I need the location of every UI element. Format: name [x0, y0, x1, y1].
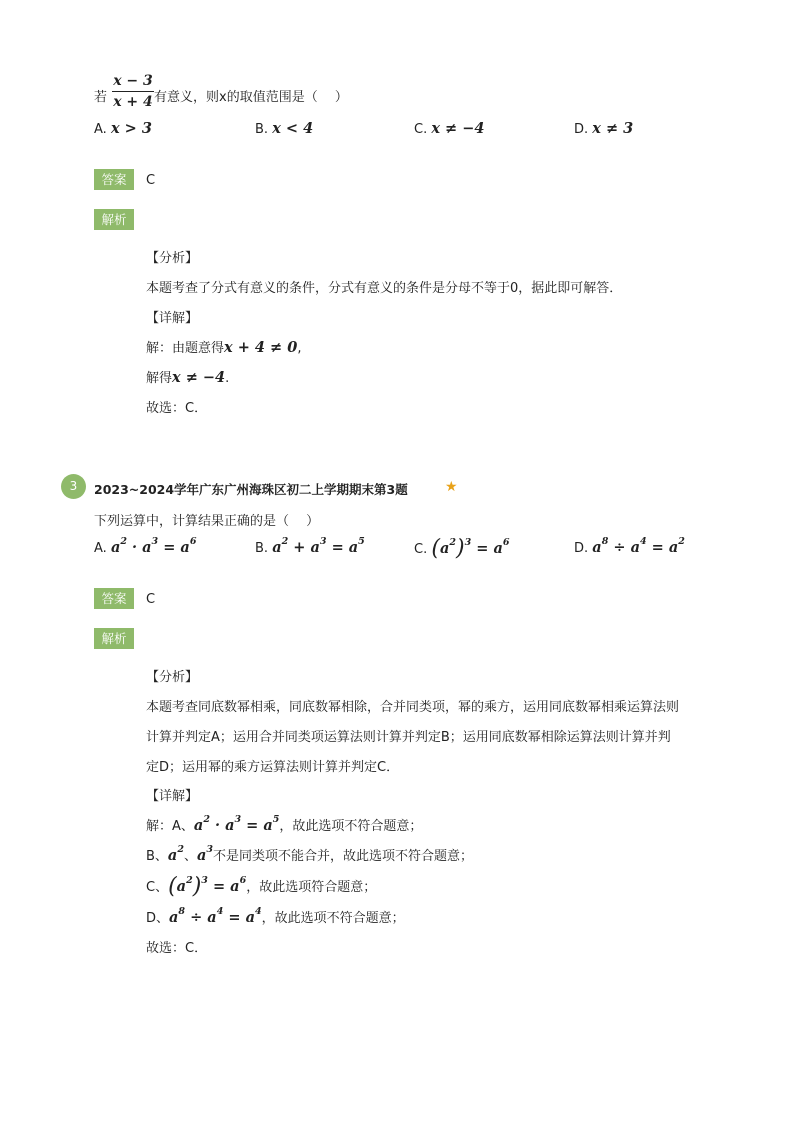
- step-text: C、: [146, 880, 169, 895]
- step-math: $(a^2)^3 = a^6$: [168, 874, 247, 899]
- q2-step-1: [146, 337, 301, 356]
- option-math: $a^2 + a^3 = a^5$: [272, 536, 365, 556]
- q3-fenxi-line-2: 计算并判定A；运用合并同类项运算法则计算并判定B；运用同底数幂相除运算法则计算并判: [146, 730, 671, 745]
- q3-number-badge: 3: [61, 474, 86, 499]
- q2-fraction: [112, 72, 154, 111]
- q2-option-c[interactable]: [414, 120, 485, 137]
- step-math: $a^8 \div a^4 = a^4$: [169, 906, 262, 926]
- q2-fraction-bar: [112, 91, 154, 92]
- option-label: A.: [94, 540, 107, 556]
- q3-step-c: [146, 872, 376, 897]
- q3-answer-badge: 答案: [94, 588, 134, 609]
- step-math: $a^2$: [167, 844, 184, 864]
- q2-option-d[interactable]: [574, 120, 633, 137]
- q3-source-title[interactable]: 2023~2024学年广东广州海珠区初二上学期期末第3题: [94, 482, 408, 497]
- option-math: $a^8 \div a^4 = a^2$: [592, 536, 685, 556]
- q3-option-b[interactable]: [255, 538, 365, 556]
- q3-fenxi-line-1: 本题考查同底数幂相乘，同底数幂相除，合并同类项，幂的乘方，运用同底数幂相乘运算法则: [146, 700, 680, 715]
- option-label: C.: [414, 122, 428, 137]
- q3-step-b: [146, 845, 473, 864]
- q3-step-d: [146, 907, 405, 926]
- q3-step-a: [146, 815, 422, 834]
- q3-xiangjie-heading: 【详解】: [146, 789, 199, 804]
- q2-option-a[interactable]: [94, 120, 152, 137]
- step-math: x + 4 ≠ 0: [224, 339, 298, 356]
- q2-stem-prefix: 若: [94, 90, 108, 105]
- option-label: A.: [94, 122, 107, 137]
- step-text: 解：A、: [146, 819, 194, 834]
- q3-fenxi-line-3: 定D；运用幂的乘方运算法则计算并判定C．: [146, 760, 400, 775]
- q3-conclusion: 故选：C．: [146, 941, 208, 956]
- step-math: $a^2 \cdot a^3 = a^5$: [193, 814, 280, 834]
- step-text: 解得: [146, 371, 173, 386]
- option-math: x > 3: [110, 120, 152, 137]
- option-math: $a^2 \cdot a^3 = a^6$: [110, 536, 197, 556]
- step-text: ,: [297, 341, 302, 356]
- option-math: x < 4: [272, 120, 314, 137]
- q3-option-c[interactable]: [414, 534, 509, 559]
- q3-option-d[interactable]: [574, 538, 685, 556]
- q2-fraction-numerator: x − 3: [113, 73, 153, 89]
- q2-answer-value: C: [146, 173, 156, 188]
- step-text: D、: [146, 911, 170, 926]
- q2-conclusion: 故选：C．: [146, 401, 208, 416]
- step-text: B、: [146, 849, 168, 864]
- q3-answer-value: C: [146, 592, 156, 607]
- step-math: x ≠ −4: [172, 369, 226, 386]
- q2-stem: [94, 86, 107, 105]
- difficulty-star-icon: ★: [445, 479, 458, 495]
- option-label: C.: [414, 542, 428, 557]
- q3-option-a[interactable]: [94, 538, 196, 556]
- option-label: B.: [255, 122, 269, 137]
- q2-stem-suffix: 有意义，则x的取值范围是（ ）: [154, 90, 348, 105]
- q3-fenxi-heading: 【分析】: [146, 670, 199, 685]
- q3-stem: 下列运算中，计算结果正确的是（ ）: [94, 514, 320, 529]
- step-text: 不是同类项不能合并，故此选项不符合题意；: [213, 849, 474, 864]
- q2-answer-badge: 答案: [94, 169, 134, 190]
- step-text: ，故此选项不符合题意；: [279, 819, 423, 834]
- option-math: x ≠ −4: [431, 120, 485, 137]
- option-label: D.: [574, 540, 589, 556]
- option-math: x ≠ 3: [592, 120, 634, 137]
- option-label: B.: [255, 540, 269, 556]
- step-text: ，故此选项符合题意；: [246, 880, 377, 895]
- q3-analysis-badge: 解析: [94, 628, 134, 649]
- step-text: ，故此选项不符合题意；: [261, 911, 405, 926]
- q2-step-2: [146, 367, 229, 386]
- q2-fenxi-heading: 【分析】: [146, 251, 199, 266]
- q2-analysis-badge: 解析: [94, 209, 134, 230]
- step-text: 、: [183, 849, 197, 864]
- step-text: 解：由题意得: [146, 341, 225, 356]
- q2-xiangjie-heading: 【详解】: [146, 311, 199, 326]
- q2-fraction-denominator: x + 4: [113, 94, 153, 110]
- q2-fenxi-text: 本题考查了分式有意义的条件，分式有意义的条件是分母不等于0，据此即可解答．: [146, 281, 623, 296]
- option-math: $(a^2)^3 = a^6$: [431, 536, 510, 561]
- q2-option-b[interactable]: [255, 120, 313, 137]
- step-math: $a^3$: [196, 844, 213, 864]
- step-text: .: [225, 371, 230, 386]
- option-label: D.: [574, 122, 589, 137]
